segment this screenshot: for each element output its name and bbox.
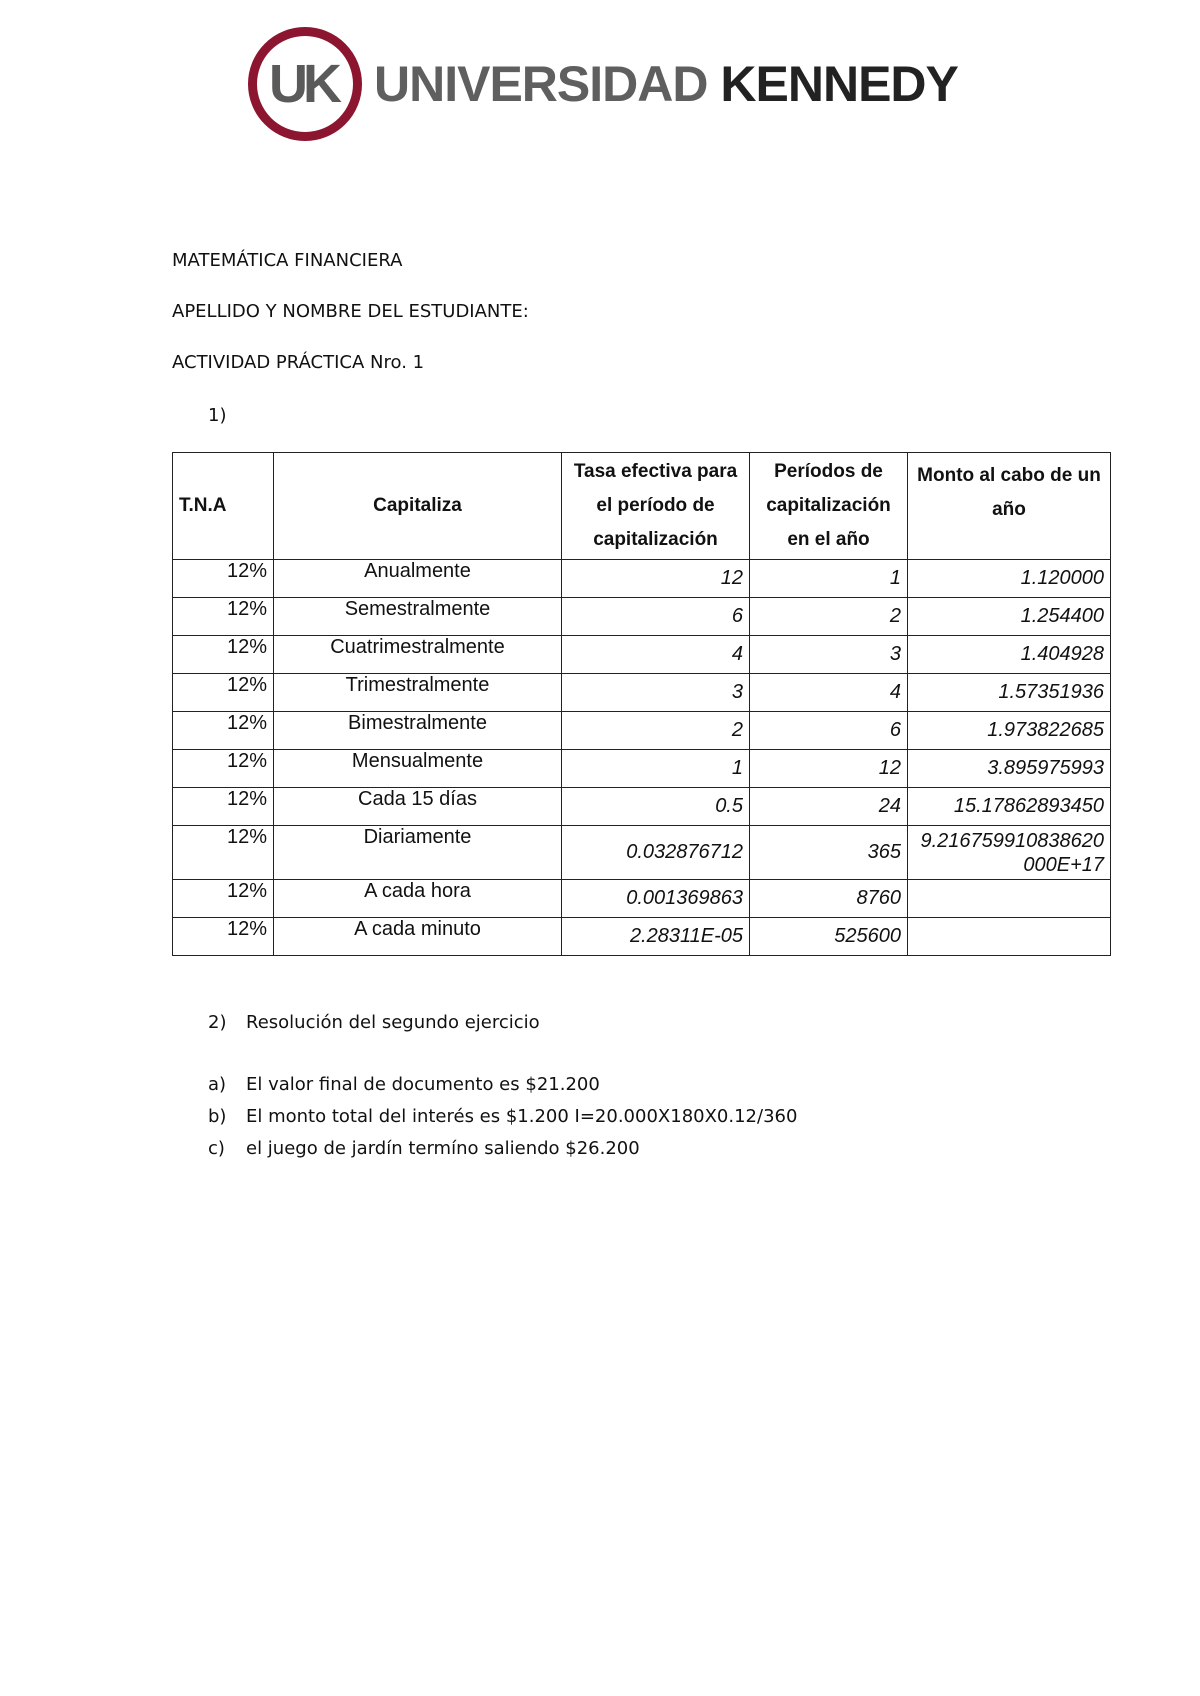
cell-tasa: 2.28311E-05 [562,918,750,956]
cell-capitaliza: Cuatrimestralmente [274,636,562,674]
table-row [173,636,1111,674]
uk-circle-logo-icon [248,27,362,141]
university-logo [248,26,958,142]
table-row [173,750,1111,788]
table-row [173,788,1111,826]
list-item [208,1106,797,1138]
table-row [173,918,1111,956]
cell-monto: 1.973822685 [908,712,1111,750]
cell-monto: 1.57351936 [908,674,1111,712]
table-row [173,560,1111,598]
answer-label: c) [208,1138,225,1159]
list-item [208,1074,797,1106]
header-tasa-efectiva: Tasa efectiva para el período de capitalización [562,453,750,560]
cell-tasa: 0.5 [562,788,750,826]
cell-tna: 12% [173,750,274,788]
cell-capitaliza: Mensualmente [274,750,562,788]
cell-tna: 12% [173,826,274,880]
cell-periodos: 1 [750,560,908,598]
cell-tna: 12% [173,918,274,956]
course-title: MATEMÁTICA FINANCIERA [172,250,403,271]
cell-tasa: 1 [562,750,750,788]
cell-monto: 1.404928 [908,636,1111,674]
answer-label: b) [208,1106,227,1127]
cell-tna: 12% [173,712,274,750]
exercise-2-label: 2) [208,1012,227,1033]
cell-capitaliza: Trimestralmente [274,674,562,712]
cell-tasa: 0.001369863 [562,880,750,918]
cell-periodos: 525600 [750,918,908,956]
exercise-2-heading [208,1012,540,1033]
header-monto: Monto al cabo de un año [908,453,1111,560]
table-row [173,598,1111,636]
cell-periodos: 6 [750,712,908,750]
cell-tna: 12% [173,636,274,674]
logo-word-kennedy: KENNEDY [720,56,958,112]
cell-tasa: 0.032876712 [562,826,750,880]
header-tna: T.N.A [173,453,274,560]
cell-periodos: 8760 [750,880,908,918]
answer-text: El monto total del interés es $1.200 I=20.000X180X0.12/360 [246,1106,798,1127]
cell-tna: 12% [173,598,274,636]
cell-periodos: 24 [750,788,908,826]
cell-periodos: 4 [750,674,908,712]
header-capitaliza: Capitaliza [274,453,562,560]
cell-periodos: 2 [750,598,908,636]
cell-capitaliza: Bimestralmente [274,712,562,750]
cell-tna: 12% [173,674,274,712]
cell-tasa: 4 [562,636,750,674]
cell-tasa: 2 [562,712,750,750]
table-row [173,674,1111,712]
cell-periodos: 3 [750,636,908,674]
table-row [173,826,1111,880]
cell-monto [908,880,1111,918]
cell-monto: 1.120000 [908,560,1111,598]
cell-capitaliza: A cada hora [274,880,562,918]
cell-monto: 15.17862893450 [908,788,1111,826]
cell-tasa: 6 [562,598,750,636]
cell-capitaliza: Cada 15 días [274,788,562,826]
cell-tna: 12% [173,880,274,918]
cell-periodos: 365 [750,826,908,880]
logo-mark-text: UK [269,54,337,114]
cell-tasa: 12 [562,560,750,598]
answer-text: El valor final de documento es $21.200 [246,1074,600,1095]
cell-tna: 12% [173,788,274,826]
answers-list [208,1074,797,1170]
cell-monto [908,918,1111,956]
cell-periodos: 12 [750,750,908,788]
answer-label: a) [208,1074,227,1095]
exercise-1-label: 1) [208,405,227,426]
cell-monto: 3.895975993 [908,750,1111,788]
cell-capitaliza: Diariamente [274,826,562,880]
table-row [173,880,1111,918]
logo-wordmark [374,55,958,113]
table-header-row [173,453,1111,560]
exercise-2-title: Resolución del segundo ejercicio [246,1012,540,1033]
activity-title: ACTIVIDAD PRÁCTICA Nro. 1 [172,352,425,373]
compounding-table [172,452,1111,956]
list-item [208,1138,797,1170]
cell-capitaliza: Anualmente [274,560,562,598]
cell-capitaliza: A cada minuto [274,918,562,956]
cell-tna: 12% [173,560,274,598]
cell-tasa: 3 [562,674,750,712]
cell-monto: 9.216759910838620000E+17 [908,826,1111,880]
table-row [173,712,1111,750]
answer-text: el juego de jardín termíno saliendo $26.200 [246,1138,640,1159]
cell-monto: 1.254400 [908,598,1111,636]
header-periodos: Períodos de capitalización en el año [750,453,908,560]
student-name-label: APELLIDO Y NOMBRE DEL ESTUDIANTE: [172,301,529,322]
cell-capitaliza: Semestralmente [274,598,562,636]
logo-word-universidad: UNIVERSIDAD [374,56,708,112]
